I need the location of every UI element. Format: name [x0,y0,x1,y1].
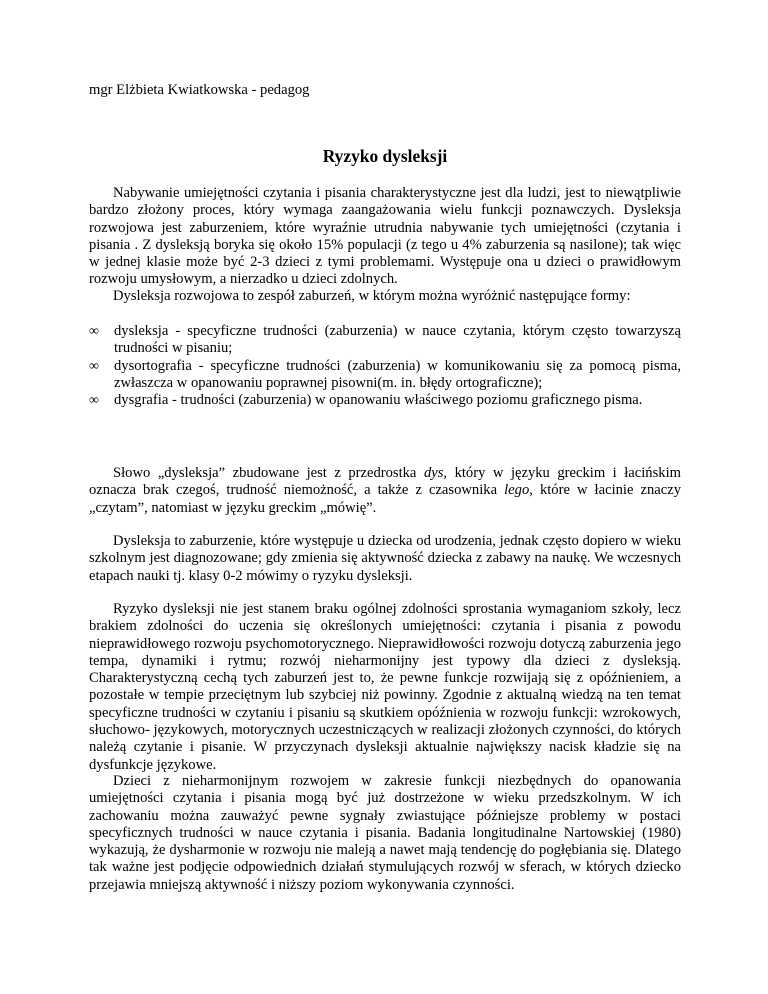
list-item-text: dysortografia - specyficzne trudności (zaburzenia) w komunikowaniu się za pomocą pisma, zwłaszcza w opanowaniu poprawnej pisowni(m. in. błędy ortograficzne); [114,357,681,391]
forms-list [89,323,681,409]
list-item-text: dysgrafia - trudności (zaburzenia) w opanowaniu właściwego poziomu graficznego pisma. [114,392,643,409]
bullet-icon: ∞ [89,358,99,374]
paragraph-forms-intro: Dysleksja rozwojowa to zespół zaburzeń, w którym można wyróżnić następujące formy: [113,288,631,304]
list-item [89,323,681,358]
document-title: Ryzyko dysleksji [322,146,448,166]
list-item [89,392,681,409]
list-item [89,358,681,393]
bullet-icon: ∞ [89,393,99,409]
paragraph-etymology [89,465,681,517]
author-line: mgr Elżbieta Kwiatkowska - pedagog [89,82,310,98]
paragraph-intro: Nabywanie umiejętności czytania i pisania charakterystyczne jest dla ludzi, jest to niewątpliwie bardzo złożony proces, który wymaga zaangażowania wielu funkcji poznawczych. Dysleksja rozwojowa jest zaburzeniem, które wyraźnie utrudnia nabywanie tych umiejętności (czytania i pisania . Z dysleksją boryka się około 15% populacji (z tego u 4% zaburzenia są nasilone); tak więc w jednej klasie może być 2-3 dzieci z tymi problemami. Występuje ona u dzieci o prawidłowym rozwoju umysłowym, a nierzadko u dzieci zdolnych. [89,185,681,288]
etymology-text: Słowo „dysleksja” zbudowane jest z przedrostka [113,465,424,481]
paragraph-diagnosis: Dysleksja to zaburzenie, które występuje u dziecka od urodzenia, jednak często dopiero w wieku szkolnym jest diagnozowane; gdy zmienia się aktywność dziecka z zabawy na naukę. We wczesnych etapach nauki tj. klasy 0-2 mówimy o ryzyku dysleksji. [89,533,681,584]
verb-term: lego [504,482,530,499]
bullet-icon: ∞ [89,324,99,339]
paragraph-children: Dzieci z nieharmonijnym rozwojem w zakresie funkcji niezbędnych do opanowania umiejętności czytania i pisania mogą być już dostrzeżone w wieku przedszkolnym. W ich zachowaniu można zauważyć pewne sygnały zwiastujące późniejsze problemy w postaci specyficznych trudności w nauce czytania i pisania. Badania longitudinalne Nartowskiej (1980) wykazują, że dysharmonie w rozwoju nie maleją a nawet mają tendencję do pogłębiania się. Dlatego tak ważne jest podjęcie odpowiednich działań stymulujących rozwój w sferach, w których dziecko przejawia mniejszą aktywność i niższy poziom wykonywania czynności. [89,773,681,893]
etymology-text: , które w łacinie znaczy „czytam”, natomiast w języku greckim „mówię”. [89,482,681,516]
paragraph-risk: Ryzyko dysleksji nie jest stanem braku ogólnej zdolności sprostania wymaganiom szkoły, lecz brakiem zdolności do uczenia się określonych umiejętności: czytania i pisania z powodu nieprawidłowego rozwoju psychomotorycznego. Nieprawidłowości rozwoju dotyczą zaburzenia jego tempa, dynamiki i rytmu; rozwój nieharmonijny jest typowy dla dzieci z dysleksją. Charakterystyczną cechą tych zaburzeń jest to, że pewne funkcje rozwijają się z opóźnieniem, a pozostałe w tempie przeciętnym lub szybciej niż powinny. Zgodnie z aktualną wiedzą na ten temat specyficzne trudności w czytaniu i pisaniu są skutkiem opóźnienia w rozwoju funkcji: wzrokowych, słuchowo- językowych, motorycznych uczestniczących w realizacji złożonych czynności, do których należą czytanie i pisanie. W przyczynach dysleksji aktualnie największy nacisk kładzie się na dysfunkcje językowe. [89,601,681,773]
list-item-text: dysleksja - specyficzne trudności (zaburzenia) w nauce czytania, którym często towarzyszą trudności w pisaniu; [114,323,681,357]
prefix-term: dys [423,465,444,481]
etymology-text: , który w języku greckim i łacińskim oznacza brak czegoś, trudność niemożność, a także z czasownika [89,465,681,499]
